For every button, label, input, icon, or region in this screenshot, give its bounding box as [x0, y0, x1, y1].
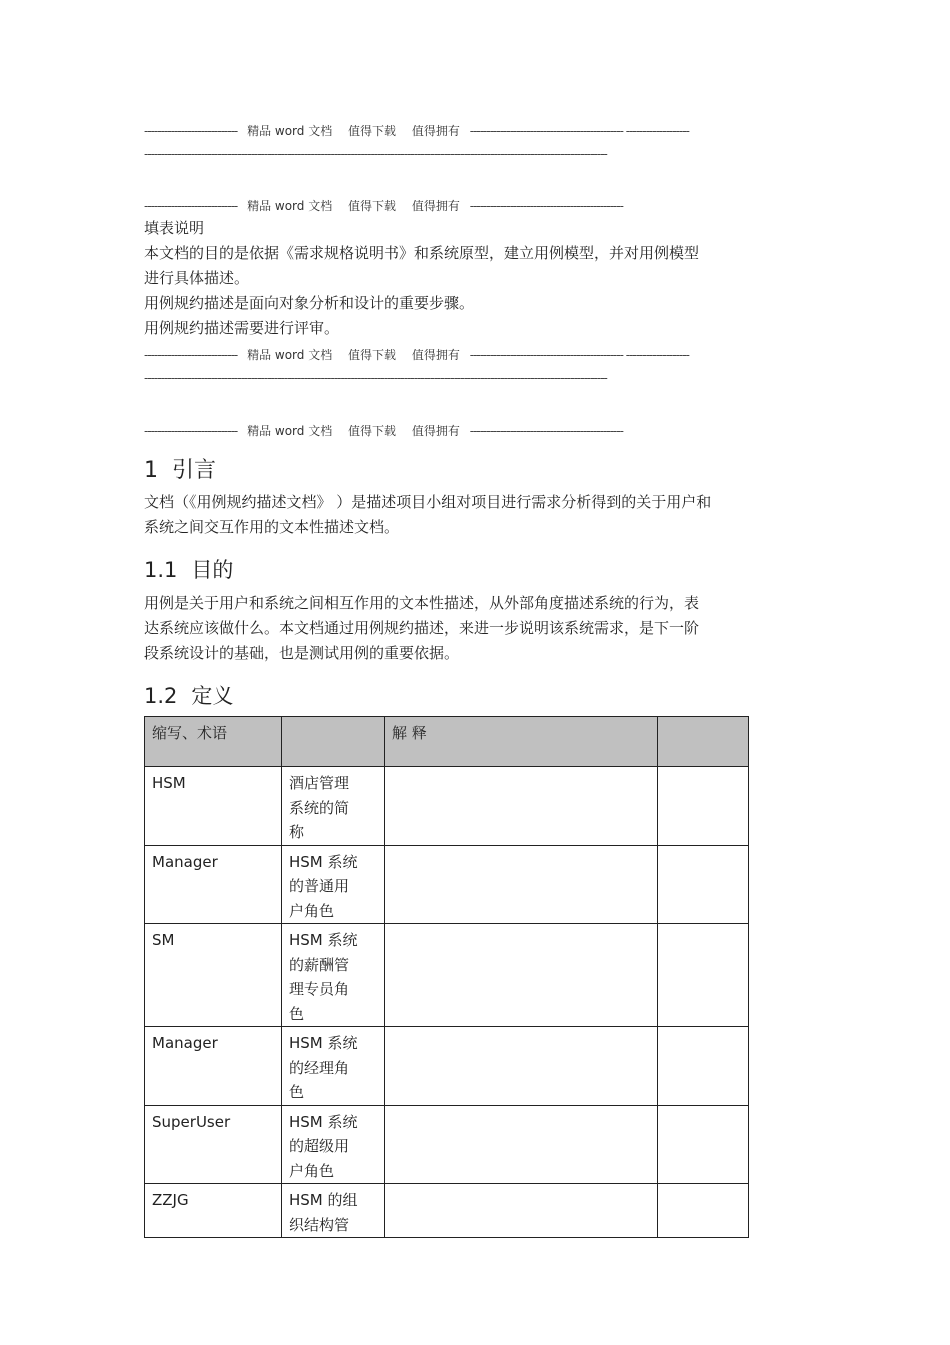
section-number: 1.1: [144, 558, 178, 582]
watermark-dash-line: -------------------------------------------------------------------------------------------------------------------------------------------: [144, 147, 607, 161]
paragraph-line: 达系统应该做什么。本文档通过用例规约描述，来进一步说明该系统需求，是下一阶: [144, 619, 700, 637]
desc-line: 色: [289, 1004, 305, 1023]
desc-line: 的经理角: [289, 1058, 350, 1077]
extra-cell: [658, 845, 749, 924]
subsection-body: [144, 591, 699, 666]
watermark-text: 值得下载: [348, 124, 397, 138]
watermark-dashes: ----------------------------: [144, 124, 238, 138]
header-cell-blank: [282, 717, 385, 767]
paragraph-line: 用例是关于用户和系统之间相互作用的文本性描述，从外部角度描述系统的行为，表: [144, 594, 700, 612]
watermark-text: 值得下载: [348, 424, 397, 438]
desc-line: 系统的简: [289, 798, 350, 817]
subsection-heading: [144, 554, 233, 584]
desc-line: HSM 系统: [289, 852, 358, 871]
desc-line: 理专员角: [289, 980, 350, 998]
section-title: 引言: [172, 458, 217, 483]
notes-line: 用例规约描述是面向对象分析和设计的重要步骤。: [144, 294, 475, 312]
desc-cell: [282, 1027, 385, 1106]
table-row: [145, 924, 749, 1027]
section-body: [144, 490, 711, 540]
header-cell-explain: 解 释: [385, 717, 658, 767]
watermark-dashes: ----------------------------------------------: [469, 424, 623, 438]
desc-cell: [282, 767, 385, 846]
watermark-line: [144, 346, 689, 363]
header-cell-extra: [658, 717, 749, 767]
desc-cell: [282, 845, 385, 924]
desc-line: 称: [289, 823, 305, 841]
extra-cell: [658, 767, 749, 846]
term-cell: Manager: [145, 1027, 282, 1106]
explain-cell: [385, 924, 658, 1027]
desc-cell: [282, 1184, 385, 1238]
term-cell: Manager: [145, 845, 282, 924]
watermark-text: 值得拥有: [411, 124, 460, 138]
extra-cell: [658, 1105, 749, 1184]
desc-line: 的超级用: [289, 1137, 350, 1155]
desc-cell: [282, 1105, 385, 1184]
definitions-table: [144, 716, 749, 1238]
table-row: [145, 845, 749, 924]
table-row: [145, 1184, 749, 1238]
desc-line: 织结构管: [289, 1215, 350, 1234]
desc-line: 户角色: [289, 1161, 335, 1180]
notes-line: 本文档的目的是依据《需求规格说明书》和系统原型，建立用例模型，并对用例模型: [144, 244, 700, 262]
paragraph-line: 文档（《用例规约描述文档》 ）是描述项目小组对项目进行需求分析得到的关于用户和: [144, 493, 712, 511]
desc-line: HSM 系统: [289, 1034, 358, 1052]
header-cell-term: 缩写、术语: [145, 717, 282, 767]
desc-line: 的普通用: [289, 877, 350, 895]
table-row: [145, 1105, 749, 1184]
watermark-text: 精品 word 文档: [247, 199, 333, 213]
section-heading: [144, 453, 216, 484]
watermark-line: [144, 197, 623, 214]
explain-cell: [385, 767, 658, 846]
extra-cell: [658, 1184, 749, 1238]
desc-line: 的薪酬管: [289, 955, 350, 974]
desc-line: 酒店管理: [289, 774, 350, 792]
explain-cell: [385, 1105, 658, 1184]
paragraph-line: 系统之间交互作用的文本性描述文档。: [144, 518, 400, 536]
watermark-text: 值得拥有: [411, 424, 460, 438]
notes-title: 填表说明: [144, 219, 205, 237]
table-row: [145, 1027, 749, 1106]
explain-cell: [385, 1184, 658, 1238]
watermark-text: 精品 word 文档: [247, 424, 333, 438]
watermark-line: [144, 122, 689, 139]
table-row: [145, 767, 749, 846]
watermark-dashes: ----------------------------: [144, 424, 238, 438]
desc-line: 户角色: [289, 901, 335, 920]
watermark-dashes: ----------------------------------------------: [469, 199, 623, 213]
watermark-text: 值得拥有: [411, 348, 460, 362]
desc-cell: [282, 924, 385, 1027]
term-cell: SM: [145, 924, 282, 1027]
extra-cell: [658, 1027, 749, 1106]
notes-line: 用例规约描述需要进行评审。: [144, 319, 340, 337]
desc-line: HSM 系统: [289, 931, 358, 949]
watermark-text: 值得拥有: [411, 199, 460, 213]
watermark-text: 值得下载: [348, 348, 397, 362]
desc-line: 色: [289, 1083, 305, 1101]
subsection-heading: [144, 680, 233, 710]
explain-cell: [385, 1027, 658, 1106]
desc-line: HSM 的组: [289, 1191, 358, 1209]
watermark-line: [144, 422, 623, 439]
notes-line: 进行具体描述。: [144, 269, 250, 287]
watermark-dash-line: -------------------------------------------------------------------------------------------------------------------------------------------: [144, 371, 607, 385]
term-cell: SuperUser: [145, 1105, 282, 1184]
term-cell: HSM: [145, 767, 282, 846]
watermark-dashes: ---------------------------------------------- -------------------: [469, 124, 690, 138]
notes-block: [144, 216, 699, 341]
watermark-dashes: ---------------------------------------------- -------------------: [469, 348, 690, 362]
desc-line: HSM 系统: [289, 1112, 358, 1131]
table-header-row: [145, 717, 749, 767]
section-number: 1.2: [144, 684, 178, 708]
watermark-text: 精品 word 文档: [247, 124, 333, 138]
section-title: 目的: [191, 558, 234, 582]
term-cell: ZZJG: [145, 1184, 282, 1238]
watermark-text: 精品 word 文档: [247, 348, 333, 362]
extra-cell: [658, 924, 749, 1027]
watermark-dashes: ----------------------------: [144, 348, 238, 362]
paragraph-line: 段系统设计的基础，也是测试用例的重要依据。: [144, 644, 460, 662]
watermark-text: 值得下载: [348, 199, 397, 213]
watermark-dashes: ----------------------------: [144, 199, 238, 213]
section-title: 定义: [191, 684, 234, 708]
section-number: 1: [144, 458, 158, 483]
explain-cell: [385, 845, 658, 924]
